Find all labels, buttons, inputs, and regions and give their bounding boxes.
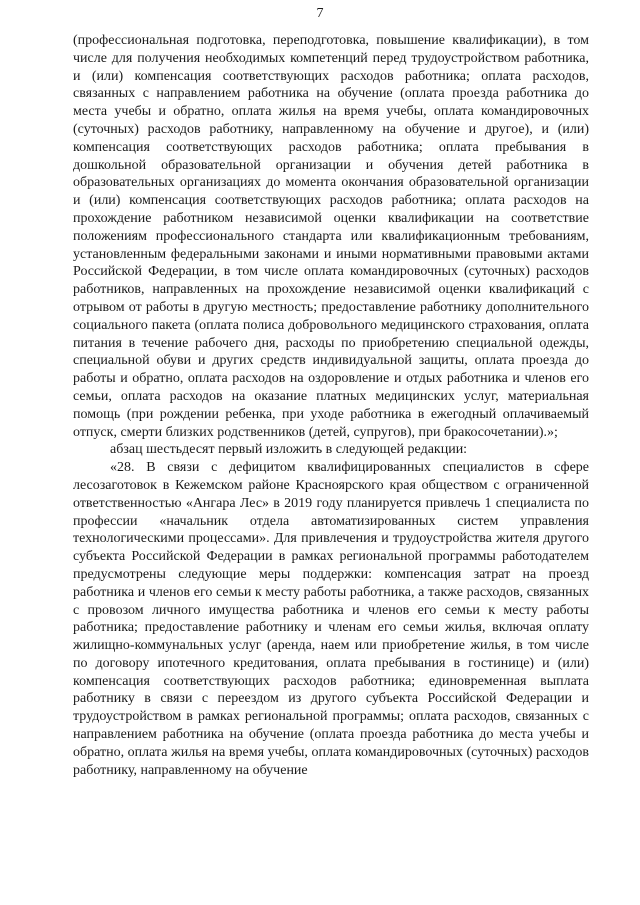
document-body — [73, 32, 589, 779]
paragraph-continuation: (профессиональная подготовка, переподготовка, повышение квалификации), в том числе для получения необходимых компетенций перед трудоустройством работника, и (или) компенсация соответствующих расходов работника; оплата расходов, связанных с направлением работника на обучение (оплата проезда работника до места учебы и обратно, оплата жилья на время учебы, оплата командировочных (суточных) расходов работнику, направленному на обучение и другое), и (или) компенсация соответствующих расходов работника; оплата пребывания в дошкольной образовательной организации и обучения детей работника в образовательных организациях до момента окончания образовательной организации и (или) компенсация соответствующих расходов работника; оплата расходов на прохождение работником независимой оценки квалификации на соответствие положениям профессионального стандарта или квалификационным требованиям, установленным федеральными законами и иными нормативными правовыми актами Российской Федерации, в том числе оплата командировочных (суточных) расходов работников, направленных на прохождение независимой оценки квалификаций с отрывом от работы в другую местность; предоставление работнику дополнительного социального пакета (оплата полиса добровольного медицинского страхования, оплата питания в течение рабочего дня, расходы по приобретению специальной одежды, специальной обуви и других средств индивидуальной защиты, оплата проезда до работы и обратно, оплата расходов на оздоровление и отдых работника и членов его семьи, оплата расходов на оказание платных медицинских услуг, материальная помощь (при рождении ребенка, при уходе работника в ежегодный оплачиваемый отпуск, смерти близких родственников (детей, супругов), при бракосочетании).»; — [73, 33, 589, 440]
paragraph-item-28: «28. В связи с дефицитом квалифицированных специалистов в сфере лесозаготовок в Кежемском районе Красноярского края обществом с ограниченной ответственностью «Ангара Лес» в 2019 году планируется привлечь 1 специалиста по профессии «начальник отдела автоматизированных систем управления технологическими процессами». Для привлечения и трудоустройства жителя другого субъекта Российской Федерации в рамках региональной программы работодателем предусмотрены следующие меры поддержки: компенсация затрат на проезд работника и членов его семьи к месту работы работника, а также расходов, связанных с провозом личного имущества работника и членов его семьи к месту работы работника; предоставление работнику и членам его семьи жилья, включая оплату жилищно-коммунальных услуг (аренда, наем или приобретение жилья, в том числе по договору ипотечного кредитования, оплата пребывания в гостинице) и (или) компенсация соответствующих расходов работника; единовременная выплата работнику в связи с переездом из другого субъекта Российской Федерации и трудоустройством в рамках региональной программы; оплата расходов, связанных с направлением работника на обучение (оплата проезда работника до места учебы и обратно, оплата жилья на время учебы, оплата командировочных (суточных) расходов работнику, направленному на обучение — [73, 460, 589, 778]
page-number: 7 — [316, 6, 324, 21]
paragraph-amendment-instruction: абзац шестьдесят первый изложить в следующей редакции: — [110, 442, 468, 458]
